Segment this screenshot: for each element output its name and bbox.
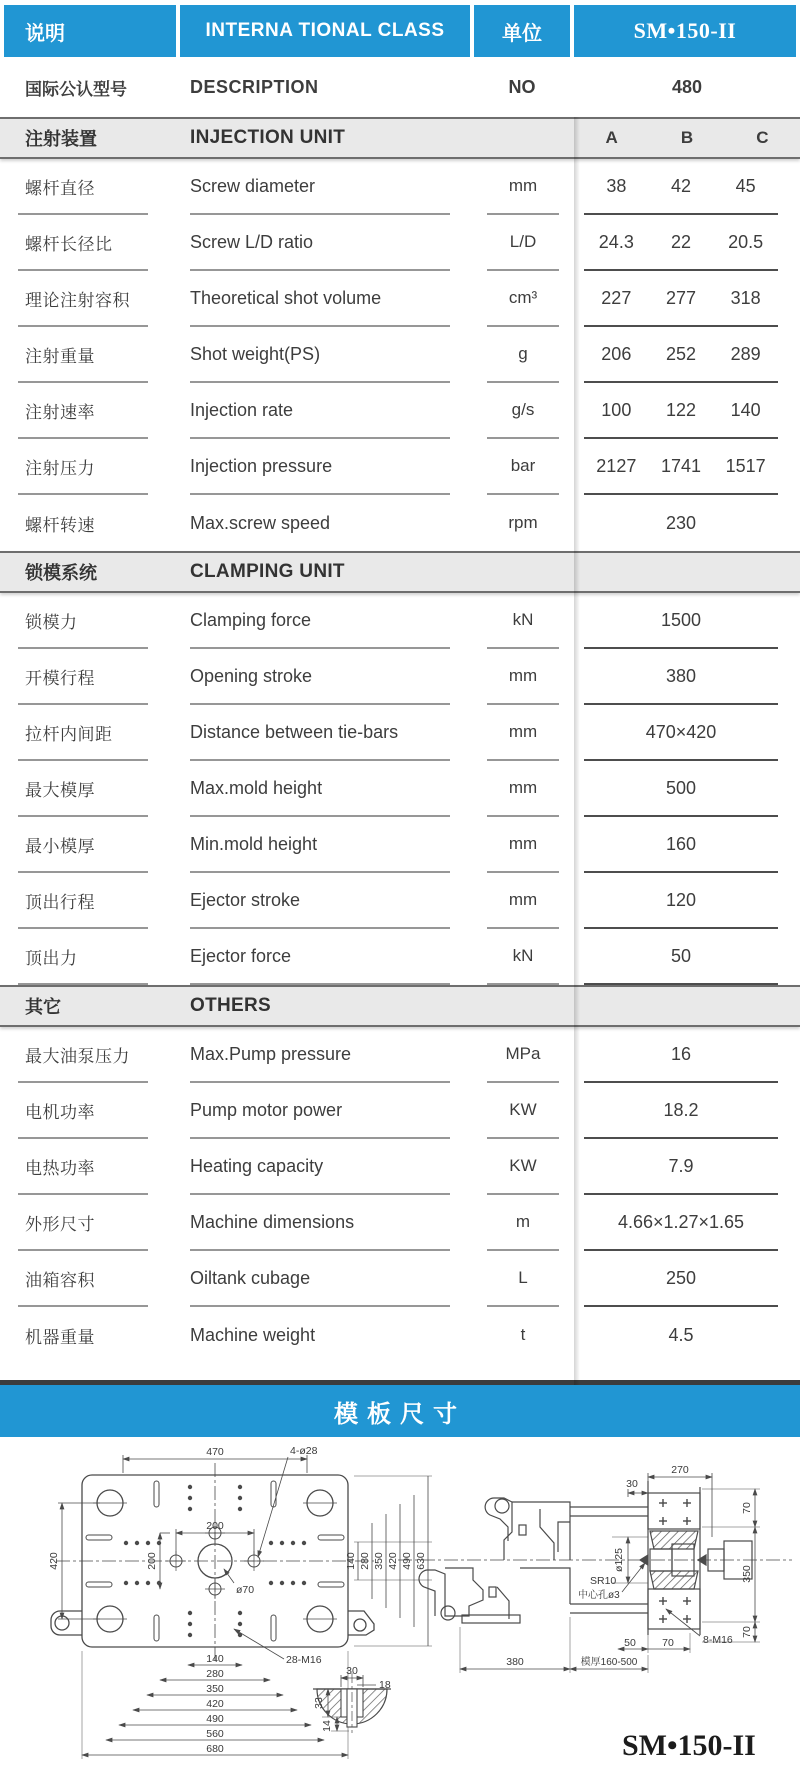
spec-value: 160 [584, 817, 778, 873]
spec-value: 120 [584, 873, 778, 929]
value-c: 318 [730, 287, 761, 308]
dim-label-side-right-0: 70 [741, 1502, 753, 1514]
dim-label-bottom-1: 280 [206, 1668, 224, 1680]
spec-en: Clamping force [190, 593, 450, 649]
header-col-model: SM•150-II [574, 5, 796, 57]
dim-label-side-offset: 30 [626, 1478, 638, 1490]
spec-unit: mm [487, 817, 559, 873]
dim-label-right-4: 490 [401, 1552, 413, 1570]
spec-value: 500 [584, 761, 778, 817]
spec-value: 380 [584, 649, 778, 705]
spec-values [584, 439, 778, 495]
spec-value: 50 [584, 929, 778, 985]
dim-label-bottom-6: 680 [206, 1743, 224, 1755]
row-max-screw-speed [0, 495, 800, 551]
spec-cn: 外形尺寸 [18, 1195, 148, 1251]
table-header-row [0, 0, 800, 57]
spec-cn: 理论注射容积 [18, 271, 148, 327]
spec-cn: 注射压力 [18, 439, 148, 495]
spec-cn: 开模行程 [18, 649, 148, 705]
dim-label-nozzle-dia: ø125 [613, 1548, 625, 1572]
spec-en: Max.Pump pressure [190, 1027, 450, 1083]
row-injection-pressure [0, 439, 800, 495]
spec-unit: L [487, 1251, 559, 1307]
spec-value: 470×420 [584, 705, 778, 761]
row-max-pump-pressure [0, 1027, 800, 1083]
spec-value: 1500 [584, 593, 778, 649]
spec-value: 18.2 [584, 1083, 778, 1139]
spec-unit: t [520, 1325, 526, 1344]
dim-label-right-2: 350 [373, 1552, 385, 1570]
section-en: CLAMPING UNIT [190, 561, 345, 582]
spec-cn: 拉杆内间距 [18, 705, 148, 761]
section-band-others [0, 985, 800, 1027]
dim-label-bottom-0: 140 [206, 1653, 224, 1665]
spec-cn: 最小模厚 [18, 817, 148, 873]
spec-en: Injection rate [190, 383, 450, 439]
row-max-mold-height [0, 761, 800, 817]
spec-cn: 机器重量 [25, 1327, 95, 1347]
spec-en: Heating capacity [190, 1139, 450, 1195]
spec-cn: 螺杆直径 [18, 159, 148, 215]
label-sprue-radius: SR10 [590, 1575, 617, 1587]
spec-cn: 顶出力 [18, 929, 148, 985]
value-b: 1741 [660, 455, 702, 476]
row-clamping-force [0, 593, 800, 649]
dim-label-right-3: 420 [387, 1552, 399, 1570]
value-b: 252 [665, 343, 697, 364]
value-c: 1517 [725, 455, 766, 476]
spec-cn: 锁模力 [18, 593, 148, 649]
spec-cn: 油箱容积 [18, 1251, 148, 1307]
value-a: 38 [606, 175, 627, 196]
description-row [0, 57, 800, 117]
section-cn: 其它 [25, 997, 61, 1017]
spec-values [584, 383, 778, 439]
dim-label-side-top-width: 270 [671, 1464, 689, 1476]
spec-cn: 最大油泵压力 [18, 1027, 148, 1083]
value-a: 100 [601, 399, 632, 420]
description-cn: 国际公认型号 [25, 79, 127, 99]
dim-label-ring-bore: 18 [379, 1679, 391, 1691]
value-c: 20.5 [728, 231, 764, 252]
value-a: 206 [601, 343, 632, 364]
dim-label-right-1: 280 [359, 1552, 371, 1570]
spec-value: 4.5 [668, 1324, 694, 1345]
spec-cn: 螺杆转速 [25, 515, 95, 535]
spec-cn: 注射速率 [18, 383, 148, 439]
value-a: 227 [601, 287, 632, 308]
dim-label-ring-depth: 33 [313, 1697, 325, 1709]
dim-label-ring-step: 14 [321, 1720, 333, 1732]
header-col-international-class: INTERNA TIONAL CLASS [180, 5, 470, 57]
spec-values [584, 271, 778, 327]
dim-label-top-width: 470 [206, 1446, 224, 1458]
value-b: 42 [670, 175, 691, 196]
spec-unit: KW [487, 1139, 559, 1195]
dim-label-thread-callout: 28-M16 [286, 1654, 322, 1666]
spec-unit: m [487, 1195, 559, 1251]
dim-label-bottom-3: 420 [206, 1698, 224, 1710]
description-value: 480 [671, 76, 703, 97]
spec-en: Min.mold height [190, 817, 450, 873]
value-b: 277 [665, 287, 697, 308]
description-en: DESCRIPTION [190, 76, 319, 97]
value-b: 22 [670, 231, 691, 252]
row-min-mold-height [0, 817, 800, 873]
section-unit-spacer [470, 987, 574, 1025]
spec-cn: 顶出行程 [18, 873, 148, 929]
col-a-label: A [605, 128, 618, 147]
value-c: 45 [735, 175, 756, 196]
spec-unit: rpm [508, 513, 538, 532]
row-opening-stroke [0, 649, 800, 705]
section-en: INJECTION UNIT [190, 127, 346, 148]
spec-unit: mm [487, 159, 559, 215]
section-en: OTHERS [190, 995, 271, 1016]
row-pump-motor-power [0, 1083, 800, 1139]
row-screw-ld-ratio [0, 215, 800, 271]
row-screw-diameter [0, 159, 800, 215]
header-col-description-cn: 说明 [4, 5, 176, 57]
spec-unit: kN [487, 593, 559, 649]
spec-cn: 注射重量 [18, 327, 148, 383]
dim-label-side-50: 50 [624, 1637, 636, 1649]
spec-value: 250 [584, 1251, 778, 1307]
row-heating-capacity [0, 1139, 800, 1195]
spec-en: Screw L/D ratio [190, 215, 450, 271]
spec-en: Machine dimensions [190, 1195, 450, 1251]
spec-cn: 螺杆长径比 [18, 215, 148, 271]
row-oiltank-cubage [0, 1251, 800, 1307]
spec-value: 230 [665, 512, 697, 533]
model-name-label: SM•150-II [622, 1729, 756, 1762]
row-ejector-force [0, 929, 800, 985]
row-theoretical-shot-volume [0, 271, 800, 327]
spec-en: Max.screw speed [190, 512, 331, 533]
spec-unit: MPa [487, 1027, 559, 1083]
dim-label-right-5: 630 [415, 1552, 427, 1570]
dim-label-side-70: 70 [662, 1637, 674, 1649]
section-band-injection-unit [0, 117, 800, 159]
row-shot-weight [0, 327, 800, 383]
spec-en: Ejector stroke [190, 873, 450, 929]
spec-en: Ejector force [190, 929, 450, 985]
clamping-side-view-drawing [398, 1473, 792, 1673]
section-cn: 锁模系统 [25, 563, 97, 583]
dim-label-center-hole: ø70 [236, 1584, 255, 1596]
dim-label-mold-range: 模厚160-500 [580, 1657, 638, 1668]
spec-unit: mm [487, 649, 559, 705]
dim-label-left-height: 420 [48, 1552, 60, 1570]
dim-label-holes-callout: 4-ø28 [290, 1445, 318, 1457]
spec-unit: L/D [487, 215, 559, 271]
platen-dimensions-banner: 模板尺寸 [0, 1385, 800, 1437]
section-cn: 注射装置 [25, 129, 97, 149]
spec-unit: cm³ [487, 271, 559, 327]
section-unit-spacer [470, 553, 574, 591]
value-c: 289 [730, 343, 761, 364]
section-value-spacer [574, 987, 800, 1025]
spec-value: 7.9 [584, 1139, 778, 1195]
spec-en: Opening stroke [190, 649, 450, 705]
section-band-clamping-unit [0, 551, 800, 593]
dim-label-right-0: 140 [345, 1552, 357, 1570]
spec-unit: g [487, 327, 559, 383]
spec-en: Machine weight [190, 1324, 316, 1345]
spec-unit: mm [487, 705, 559, 761]
spec-values [584, 215, 778, 271]
spec-en: Theoretical shot volume [190, 271, 450, 327]
spec-unit: KW [487, 1083, 559, 1139]
label-center-hole: 中心孔ø3 [578, 1590, 620, 1601]
spec-value: 4.66×1.27×1.65 [584, 1195, 778, 1251]
value-a: 2127 [596, 455, 637, 476]
spec-cn: 电热功率 [18, 1139, 148, 1195]
value-b: 122 [665, 399, 697, 420]
dim-label-center-y: 200 [146, 1552, 158, 1570]
dim-label-bottom-5: 560 [206, 1728, 224, 1740]
value-c: 140 [730, 399, 761, 420]
dim-label-bottom-4: 490 [206, 1713, 224, 1725]
row-ejector-stroke [0, 873, 800, 929]
dim-label-side-thread-callout: 8-M16 [703, 1634, 733, 1646]
dim-label-side-380: 380 [506, 1656, 524, 1668]
table-bottom-spacer [0, 1363, 800, 1380]
dim-label-bottom-2: 350 [206, 1683, 224, 1695]
spec-unit: g/s [487, 383, 559, 439]
col-b-label: B [680, 128, 694, 147]
spec-unit: mm [487, 873, 559, 929]
dim-label-side-right-2: 70 [741, 1626, 753, 1638]
spec-unit: bar [487, 439, 559, 495]
abc-header [574, 119, 800, 157]
spec-values [584, 159, 778, 215]
spec-en: Injection pressure [190, 439, 450, 495]
spec-cn: 最大模厚 [18, 761, 148, 817]
header-col-unit-cn: 单位 [474, 5, 570, 57]
spec-en: Pump motor power [190, 1083, 450, 1139]
spec-en: Max.mold height [190, 761, 450, 817]
col-c-label: C [756, 128, 769, 147]
spec-unit: kN [487, 929, 559, 985]
spec-cn: 电机功率 [18, 1083, 148, 1139]
row-injection-rate [0, 383, 800, 439]
spec-values [584, 327, 778, 383]
dim-label-side-right-1: 350 [741, 1565, 753, 1583]
spec-value: 16 [584, 1027, 778, 1083]
spec-en: Shot weight(PS) [190, 327, 450, 383]
spec-unit: mm [487, 761, 559, 817]
spec-en: Distance between tie-bars [190, 705, 450, 761]
section-value-spacer [574, 553, 800, 591]
row-machine-dimensions [0, 1195, 800, 1251]
platen-dimension-drawings [0, 1437, 800, 1766]
spec-en: Oiltank cubage [190, 1251, 450, 1307]
spec-en: Screw diameter [190, 159, 450, 215]
row-machine-weight [0, 1307, 800, 1363]
description-unit: NO [508, 76, 536, 97]
section-unit-spacer [470, 119, 574, 157]
value-a: 24.3 [598, 231, 634, 252]
dim-label-center-x: 200 [206, 1520, 224, 1532]
row-tie-bar-distance [0, 705, 800, 761]
dim-label-ring-width: 30 [346, 1665, 358, 1677]
